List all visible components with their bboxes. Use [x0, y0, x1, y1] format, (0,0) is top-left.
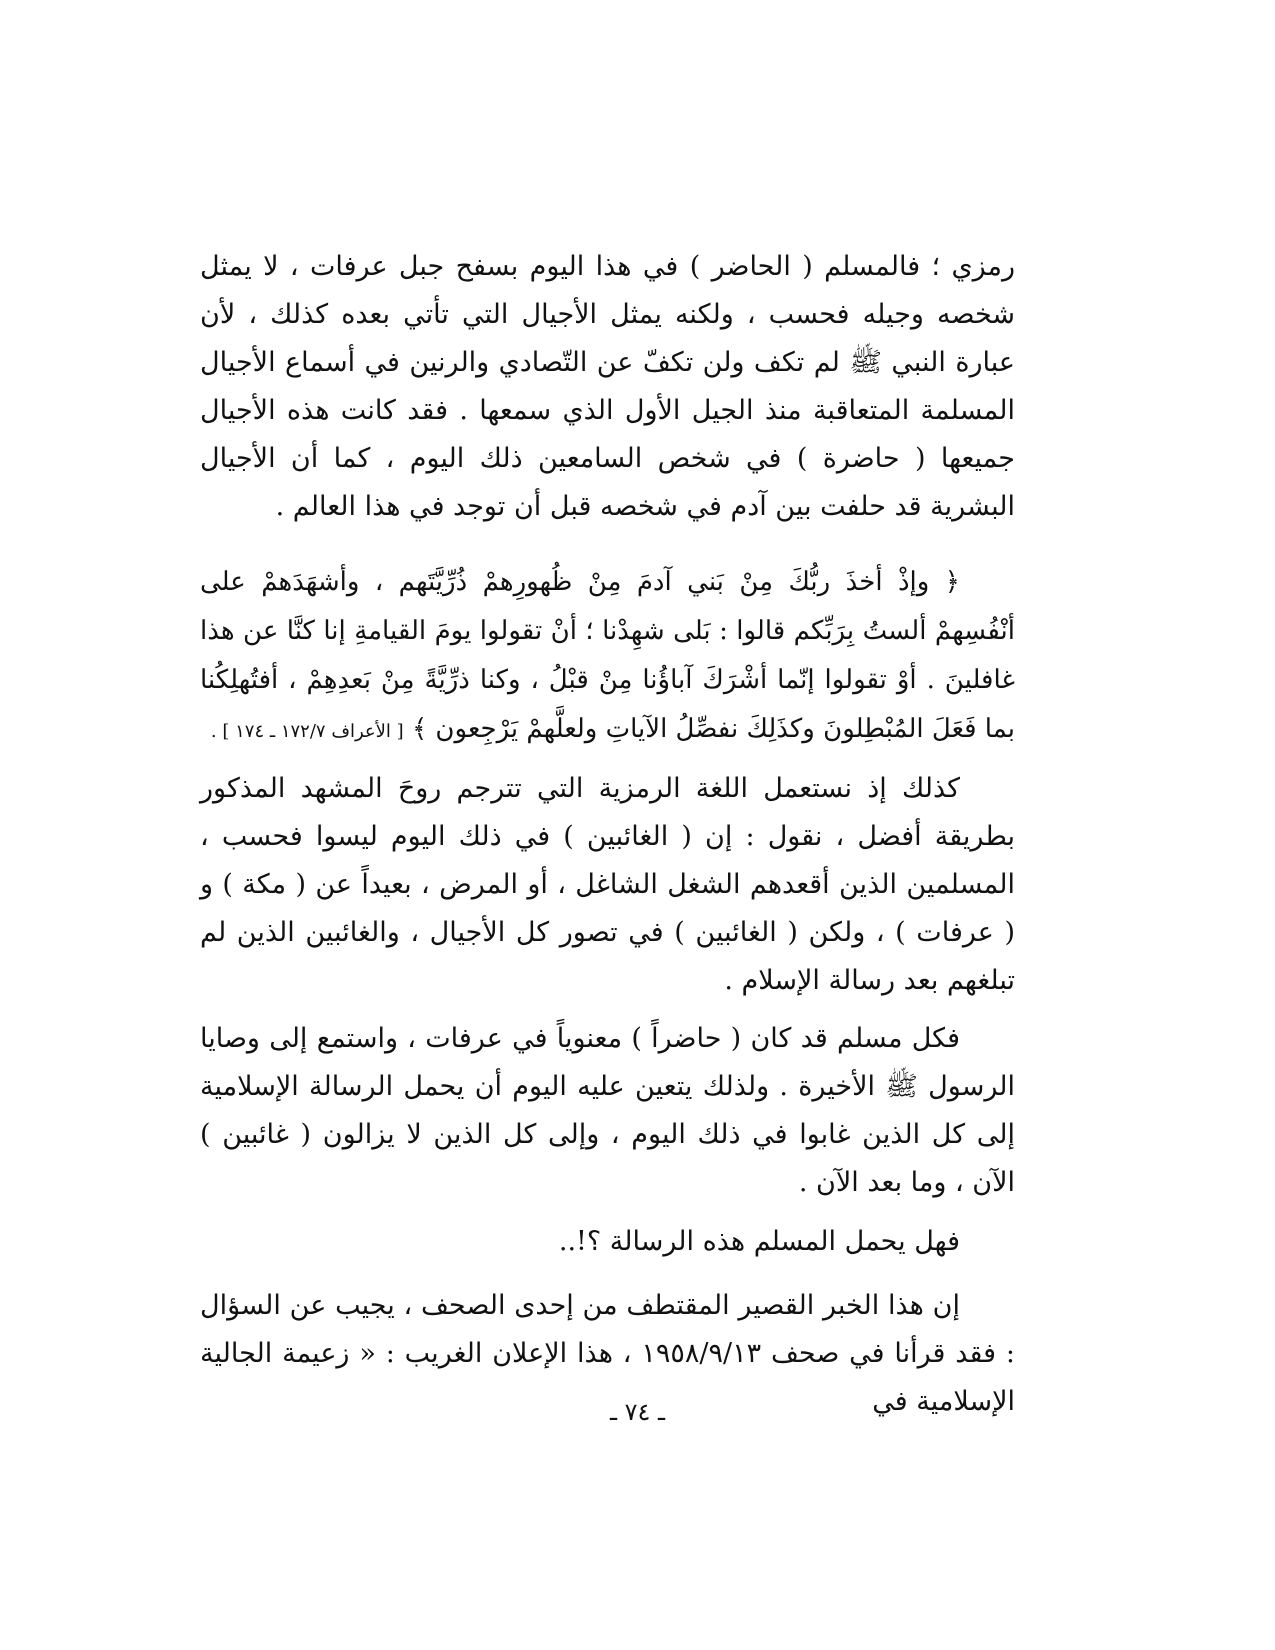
verse-reference: [ الأعراف ١٧٢/٧ ـ ١٧٤ ] . — [210, 721, 404, 742]
paragraph-6: إن هذا الخبر القصير المقتطف من إحدى الصحف ، يجيب عن السؤال : فقد قرأنا في صحف ١٩٥٨/٩/١٣ ، هذا الإعلان الغريب : « زعيمة الجالية الإسلامية في — [200, 1290, 1015, 1417]
question-line: فهل يحمل المسلم هذه الرسالة ؟!.. — [558, 1226, 960, 1257]
paragraph-4: فكل مسلم قد كان ( حاضراً ) معنوياً في عرفات ، واستمع إلى وصايا الرسول ﷺ الأخيرة . ولذلك يتعين عليه اليوم أن يحمل الرسالة الإسلامية إلى كل الذين غابوا في ذلك اليوم ، وإلى كل الذين لا يزالون ( غائبين ) الآن ، وما بعد الآن . — [200, 1023, 1015, 1198]
page-number: ـ ٧٤ ـ — [609, 1398, 666, 1426]
paragraph-3: كذلك إذ نستعمل اللغة الرمزية التي تترجم روحَ المشهد المذكور بطريقة أفضل ، نقول : إن ( الغائبين ) في ذلك اليوم ليسوا فحسب ، المسلمين الذين أقعدهم الشغل الشاغل ، أو المرض ، بعيداً عن ( مكة ) و ( عرفات ) ، ولكن ( الغائبين ) في تصور كل الأجيال ، والغائبين الذين لم تبلغهم بعد رسالة الإسلام . — [200, 773, 1015, 996]
quran-verse-text: ﴿ وإذْ أخذَ ربُّكَ مِنْ بَني آدمَ مِنْ ظُهورِهمْ ذُرِّيَّتَهم ، وأشهَدَهمْ على أنْفُسِهمْ ألستُ بِرَبِّكم قالوا : بَلى شهِدْنا ؛ أنْ تقولوا يومَ القيامةِ إنا كنَّا عن هذا غافلينَ . أوْ تقولوا إنّما أشْرَكَ آباؤُنا مِنْ قبْلُ ، وكنا ذرِّيَّةً مِنْ بَعدِهِمْ ، أفتُهلِكُنا بما فَعَلَ المُبْطِلونَ وكذَلِكَ نفصِّلُ الآياتِ ولعلَّهمْ يَرْجِعون ﴾ — [200, 567, 1015, 744]
quran-verse-paragraph — [200, 558, 1015, 756]
paragraph-1: رمزي ؛ فالمسلم ( الحاضر ) في هذا اليوم بسفح جبل عرفات ، لا يمثل شخصه وجيله فحسب ، ولكنه يمثل الأجيال التي تأتي بعده كذلك ، لأن عبارة النبي ﷺ لم تكف ولن تكفّ عن التّصادي والرنين في أسماع الأجيال المسلمة المتعاقبة منذ الجيل الأول الذي سمعها . فقد كانت هذه الأجيال جميعها ( حاضرة ) في شخص السامعين ذلك اليوم ، كما أن الأجيال البشرية قد حلفت بين آدم في شخصه قبل أن توجد في هذا العالم . — [200, 251, 1015, 522]
